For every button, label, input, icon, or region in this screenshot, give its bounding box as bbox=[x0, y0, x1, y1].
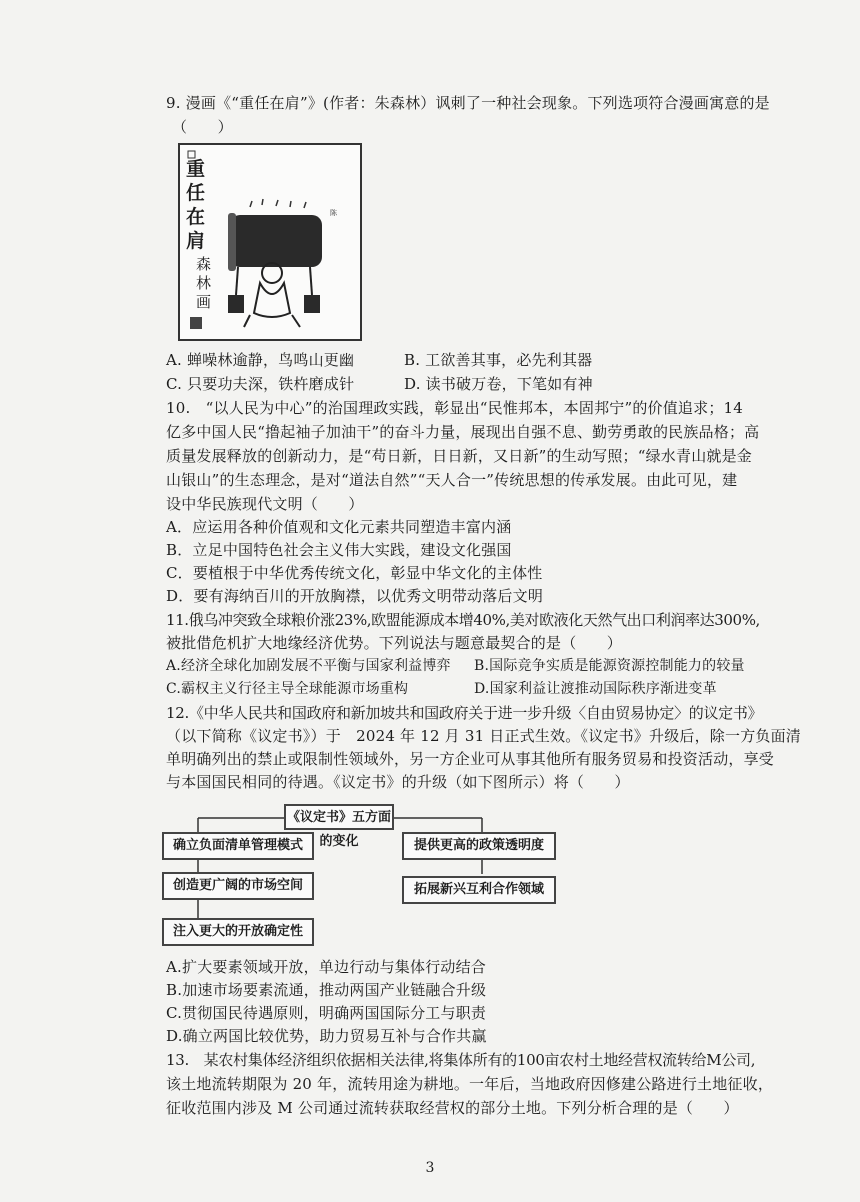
q9-option-d: D. 读书破万卷，下笔如有神 bbox=[404, 375, 593, 393]
q10-line: 亿多中国人民“撸起袖子加油干”的奋斗力量，展现出自强不息、勤劳勇敢的民族品格；高 bbox=[166, 423, 760, 441]
q13-line: 征收范围内涉及 M 公司通过流转获取经营权的部分土地。下列分析合理的是（ ） bbox=[166, 1099, 739, 1117]
q11-option-b: B.国际竞争实质是能源资源控制能力的较量 bbox=[474, 658, 745, 674]
q12-option-d: D.确立两国比较优势，助力贸易互补与合作共赢 bbox=[166, 1027, 487, 1045]
q10-option-b: B．立足中国特色社会主义伟大实践，建设文化强国 bbox=[166, 541, 512, 559]
diagram-box-right-2: 拓展新兴互利合作领域 bbox=[402, 876, 556, 904]
q13-line: 该土地流转期限为 20 年，流转用途为耕地。一年后，当地政府因修建公路进行土地征收， bbox=[166, 1075, 774, 1093]
diagram-box-right-1: 提供更高的政策透明度 bbox=[402, 832, 556, 860]
q10-option-c: C．要植根于中华优秀传统文化，彰显中华文化的主体性 bbox=[166, 564, 543, 582]
q12-line: 与本国国民相同的待遇。《议定书》的升级（如下图所示）将（ ） bbox=[166, 773, 630, 791]
q11-line: 11.俄乌冲突致全球粮价涨23%,欧盟能源成本增40%,美对欧液化天然气出口利润率达300%, bbox=[166, 611, 760, 629]
svg-text:陈: 陈 bbox=[330, 209, 337, 217]
q9-option-b: B. 工欲善其事，必先利其器 bbox=[404, 351, 593, 369]
q10-line: 设中华民族现代文明（ ） bbox=[166, 495, 364, 513]
q12-line: 单明确列出的禁止或限制性领域外，另一方企业可从事其他所有服务贸易和投资活动，享受 bbox=[166, 750, 775, 768]
page-number: 3 bbox=[425, 1160, 435, 1176]
cartoon-image bbox=[178, 143, 362, 341]
q10-line: 质量发展释放的创新动力，是“苟日新，日日新，又日新”的生动写照；“绿水青山就是金 bbox=[166, 447, 753, 465]
q11-option-c: C.霸权主义行径主导全球能源市场重构 bbox=[166, 681, 409, 697]
q10-option-d: D．要有海纳百川的开放胸襟，以优秀文明带动落后文明 bbox=[166, 587, 544, 605]
q12-line: 12.《中华人民共和国政府和新加坡共和国政府关于进一步升级〈自由贸易协定〉的议定书》 bbox=[166, 704, 763, 722]
q10-line: 山银山”的生态理念，是对“道法自然”“天人合一”传统思想的传承发展。由此可见，建 bbox=[166, 471, 738, 489]
diagram-box-left-2: 创造更广阔的市场空间 bbox=[162, 872, 314, 900]
diagram-box-left-3: 注入更大的开放确定性 bbox=[162, 918, 314, 946]
q10-option-a: A．应运用各种价值观和文化元素共同塑造丰富内涵 bbox=[166, 518, 512, 536]
q9-paren: （ ） bbox=[172, 118, 233, 136]
diagram-title-box: 《议定书》五方面的变化 bbox=[284, 804, 394, 830]
q9-option-a: A. 蝉噪林逾静，鸟鸣山更幽 bbox=[166, 351, 355, 369]
q12-option-b: B.加速市场要素流通，推动两国产业链融合升级 bbox=[166, 981, 487, 999]
q13-line: 13. 某农村集体经济组织依据相关法律,将集体所有的100亩农村土地经营权流转给M公司, bbox=[166, 1051, 756, 1069]
cartoon-signature: 森林画 bbox=[196, 255, 212, 311]
q9-stem: 9. 漫画《“重任在肩”》(作者：朱森林）讽刺了一种社会现象。下列选项符合漫画寓意的是 bbox=[166, 94, 770, 112]
q12-option-a: A.扩大要素领域开放，单边行动与集体行动结合 bbox=[166, 958, 487, 976]
q11-line: 被批借危机扩大地缘经济优势。下列说法与题意最契合的是（ ） bbox=[166, 634, 623, 652]
q12-line: （以下简称《议定书》）于 2024 年 12 月 31 日正式生效。《议定书》升级后，除一方负面清 bbox=[166, 727, 801, 745]
q12-option-c: C.贯彻国民待遇原则，明确两国国际分工与职责 bbox=[166, 1004, 487, 1022]
q11-option-a: A.经济全球化加剧发展不平衡与国家利益博弈 bbox=[166, 658, 451, 674]
q11-option-d: D.国家利益让渡推动国际秩序渐进变革 bbox=[474, 681, 717, 697]
q10-line: 10. “以人民为中心”的治国理政实践，彰显出“民惟邦本，本固邦宁”的价值追求；14 bbox=[166, 399, 744, 417]
protocol-diagram bbox=[158, 796, 578, 956]
cartoon-title: 重任在肩 bbox=[186, 158, 206, 252]
q9-option-c: C. 只要功夫深，铁杵磨成针 bbox=[166, 375, 355, 393]
diagram-box-left-1: 确立负面清单管理模式 bbox=[162, 832, 314, 860]
